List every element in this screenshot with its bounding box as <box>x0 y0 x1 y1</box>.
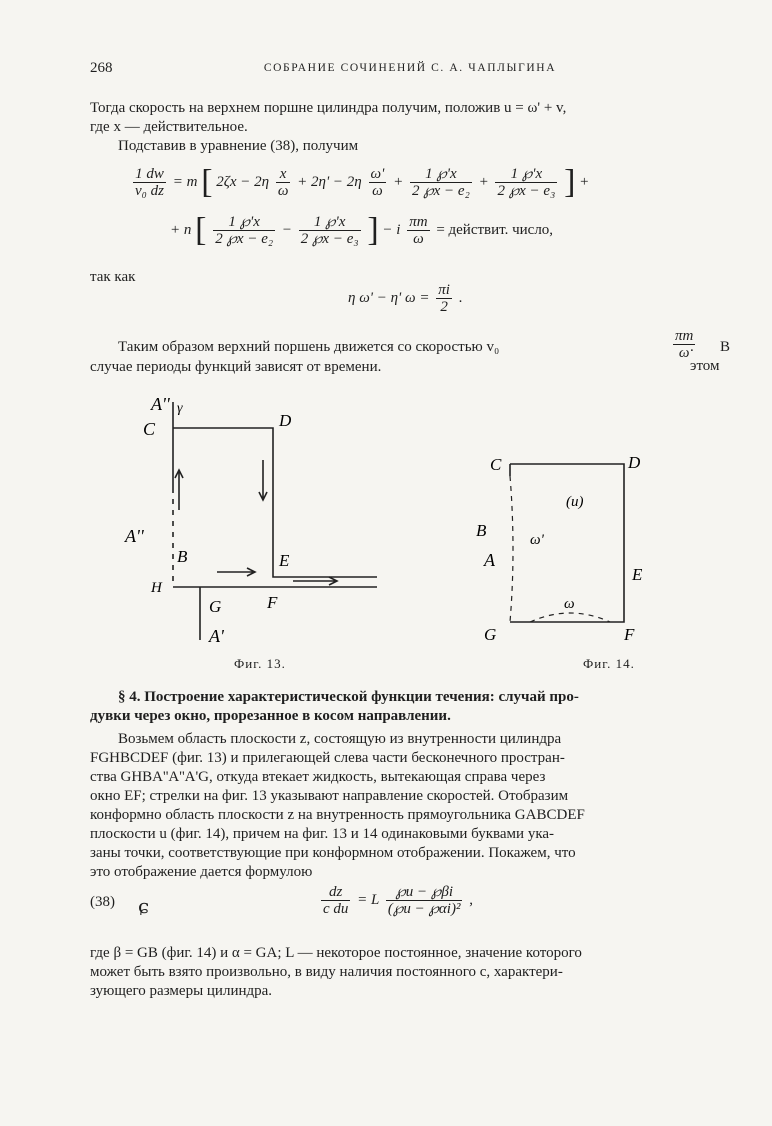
fig14-label-C: C <box>490 455 502 474</box>
fig14-label-D: D <box>628 453 641 472</box>
fig13-arrow-right-1 <box>217 568 255 576</box>
g-frac-2 <box>299 214 361 247</box>
section-heading-line-1: § 4. Построение характеристической функции течения: случай про- <box>118 689 579 705</box>
since-label: так как <box>90 269 136 285</box>
since-den: 2 <box>440 299 448 315</box>
intro-line-3: Подставив в уравнение (38), получим <box>118 138 359 154</box>
equation-38-number: (38) <box>90 894 115 910</box>
fig14-label-G: G <box>484 625 497 644</box>
since-num: πi <box>438 282 450 298</box>
g-frac-2-num: 1 ℘'x <box>299 214 361 231</box>
fig13-label-A-left: A'' <box>125 526 144 546</box>
frac-4-num: 1 ℘'x <box>495 166 557 183</box>
figure-14-drawing <box>470 440 670 650</box>
final-line-1: где β = GB (фиг. 14) и α = GA; L — некоторое постоянное, значение которого <box>90 945 582 961</box>
fig13-label-H: H <box>151 580 162 596</box>
section-heading <box>90 688 730 726</box>
frac-1-den: ω <box>277 183 289 199</box>
figure-13-drawing <box>125 390 395 650</box>
frac-2-num: ω' <box>370 166 385 182</box>
main-equation-line-1 <box>130 163 590 201</box>
frac-2 <box>369 166 387 199</box>
equation-38 <box>90 884 730 934</box>
fig14-label-F: F <box>624 625 635 644</box>
equation-38-formula <box>318 884 473 917</box>
body-paragraph <box>90 730 730 882</box>
eq-sign: = m <box>172 173 198 190</box>
g-frac-2-den: 2 ℘x − e₃ <box>300 231 359 247</box>
figure-13 <box>125 390 395 650</box>
fig13-label-B: B <box>177 547 188 566</box>
frac-3-den: 2 ℘x − e₂ <box>411 183 470 199</box>
lhs-den: v₀ dz <box>135 183 164 199</box>
fig13-cylinder-top-right <box>173 428 377 577</box>
fig14-dashed-curve-bottom <box>530 613 610 622</box>
final-line-3: зующего размеры цилиндра. <box>90 983 273 999</box>
term-1: 2ζx − 2η <box>216 173 270 190</box>
since-formula-line <box>348 282 462 315</box>
frac-1 <box>276 166 291 199</box>
speed-frac-den: ω <box>678 345 690 361</box>
eq38-rhs-den: (℘u − ℘αi)² <box>387 901 461 917</box>
fig13-label-A-bottom: A' <box>209 626 224 646</box>
main-equation <box>90 163 730 266</box>
g-mid: − <box>281 221 292 238</box>
fig14-dashed-curve-left <box>510 476 513 622</box>
bracket-open-2: [ <box>195 211 207 249</box>
bracket-close: ] <box>564 163 576 201</box>
figure-13-caption: Фиг. 13. <box>234 656 286 671</box>
body-line-1: Возьмем область плоскости z, состоящую из внутренности цилиндра <box>118 731 562 747</box>
eq38-lhs-num: dz <box>321 884 350 901</box>
final-paragraph <box>90 944 730 1001</box>
g-end: = действит. число, <box>436 221 554 238</box>
body-line-6: плоскости u (фиг. 14), причем на фиг. 13 и 14 одинаковыми буквами ука- <box>90 826 555 842</box>
term-3: + <box>393 173 404 190</box>
final-line-2: может быть взято произвольно, в виду наличия постоянного c, характери- <box>90 964 563 980</box>
figure-14 <box>470 440 670 650</box>
line2-prefix: + n <box>170 221 192 238</box>
fig13-label-F: F <box>267 593 278 612</box>
fig13-arrow-right-2 <box>293 577 337 585</box>
speed-line-1-end: . В этом <box>690 339 730 374</box>
speed-line-2: случае периоды функций зависят от времени. <box>90 359 382 375</box>
speed-frac-num: πm <box>675 328 694 344</box>
fig13-arrow-down <box>259 460 267 500</box>
fig13-label-E: E <box>279 551 290 570</box>
since-frac <box>436 282 452 315</box>
g-after: − i <box>382 221 401 238</box>
eq38-end: , <box>469 891 473 908</box>
body-line-5: конформно область плоскости z на внутренность прямоугольника GABCDEF <box>90 807 585 823</box>
section-heading-line-2: дувки через окно, прорезанное в косом направлении. <box>90 708 451 724</box>
frac-4 <box>495 166 557 199</box>
fig14-label-omega: ω <box>564 596 575 612</box>
main-equation-line-2 <box>170 211 554 249</box>
eq38-rhs-num: ℘u − ℘βi <box>386 884 463 901</box>
fig14-label-A: A <box>484 550 495 570</box>
frac-2-den: ω <box>372 183 383 199</box>
body-line-3: ства GHBA''A''A'G, откуда втекает жидкость, вытекающая справа через <box>90 769 546 785</box>
g-frac-1-den: 2 ℘x − e₂ <box>215 231 274 247</box>
body-line-2: FGHBCDEF (фиг. 13) и прилегающей слева части бесконечного простран- <box>90 750 565 766</box>
intro-line-1: Тогда скорость на верхнем поршне цилиндра получим, положив u = ω' + v, <box>90 100 567 116</box>
since-lhs: η ω' − η' ω = <box>348 289 430 306</box>
frac-3-num: 1 ℘'x <box>410 166 472 183</box>
eq38-lhs-den: c du <box>323 901 349 917</box>
frac-3 <box>410 166 472 199</box>
fig14-label-u: (u) <box>566 494 584 510</box>
fig13-label-A-top: A'' <box>151 394 170 414</box>
page-number: 268 <box>90 60 113 76</box>
fig13-arrow-up <box>175 470 183 510</box>
fig14-label-E: E <box>632 565 643 584</box>
page-header <box>90 60 730 84</box>
since-formula <box>90 282 730 326</box>
fig13-label-D: D <box>279 411 292 430</box>
frac-1-num: x <box>276 166 291 183</box>
fig13-label-G: G <box>209 597 222 616</box>
fig13-label-gamma: γ <box>177 401 183 416</box>
fig14-label-omega-prime: ω' <box>530 532 544 548</box>
term-4: + <box>478 173 489 190</box>
g-frac-3-den: ω <box>413 231 424 247</box>
lhs-num: 1 dw <box>133 166 166 183</box>
handwritten-mark: ɕ <box>138 894 150 918</box>
g-frac-3 <box>407 214 429 247</box>
figure-14-caption: Фиг. 14. <box>583 656 635 671</box>
g-frac-3-num: πm <box>409 214 428 230</box>
intro-text <box>90 99 730 156</box>
frac-4-den: 2 ℘x − e₃ <box>497 183 556 199</box>
g-frac-1-num: 1 ℘'x <box>213 214 275 231</box>
speed-line-1-text: Таким образом верхний поршень движется со скоростью v₀ <box>118 339 500 355</box>
body-line-8: это отображение дается формулою <box>90 864 313 880</box>
term-tail: + <box>579 173 590 190</box>
intro-line-2: где x — действительное. <box>90 119 248 135</box>
bracket-close-2: ] <box>367 211 379 249</box>
term-2: + 2η' − 2η <box>297 173 362 190</box>
bracket-open: [ <box>201 163 213 201</box>
g-frac-1 <box>213 214 275 247</box>
fig13-label-C: C <box>143 419 156 439</box>
body-line-7: заны точки, соответствующие при конформном отображении. Покажем, что <box>90 845 576 861</box>
lhs-fraction <box>133 166 166 199</box>
fig14-label-B: B <box>476 521 487 540</box>
eq38-rhs <box>386 884 463 917</box>
eq38-lhs <box>321 884 350 917</box>
speed-paragraph <box>90 328 730 394</box>
running-title: СОБРАНИЕ СОЧИНЕНИЙ С. А. ЧАПЛЫГИНА <box>263 62 557 74</box>
eq38-eq: = L <box>357 891 380 908</box>
body-line-4: окно EF; стрелки на фиг. 13 указывают направление скоростей. Отобразим <box>90 788 569 804</box>
since-end: . <box>458 289 463 306</box>
